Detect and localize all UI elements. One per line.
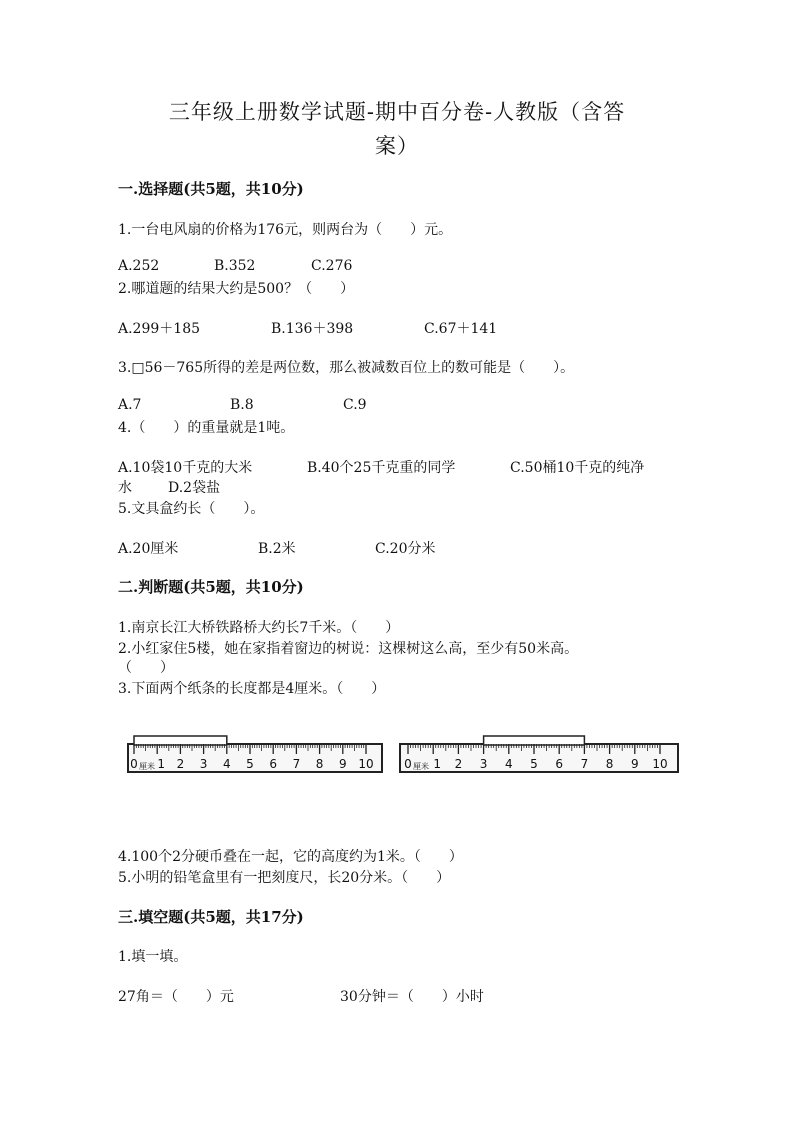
ruler-number-8: 8 <box>605 757 614 771</box>
choice-2-option-b: B.136＋398 <box>271 321 354 337</box>
choice-question-3: 3.□56－765所得的差是两位数，那么被减数百位上的数可能是（ ）。 <box>118 360 575 376</box>
ruler-number-0: 0 <box>130 757 138 771</box>
ruler-number-10: 10 <box>358 757 374 771</box>
choice-question-5: 5.文具盒约长（ ）。 <box>118 501 265 517</box>
ruler-number-7: 7 <box>580 757 589 771</box>
ruler-number-9: 9 <box>630 757 639 771</box>
judge-question-2: 2.小红家住5楼，她在家指着窗边的树说：这棵树这么高，至少有50米高。 <box>118 641 579 657</box>
ruler-number-3: 3 <box>479 757 488 771</box>
ruler-number-3: 3 <box>199 757 208 771</box>
ruler-number-5: 5 <box>530 757 538 771</box>
page-title-line2: 案） <box>375 134 419 158</box>
choice-1-option-b: B.352 <box>214 258 256 274</box>
paper-strip <box>484 736 585 745</box>
choice-5-option-a: A.20厘米 <box>118 541 179 557</box>
choice-1-option-c: C.276 <box>311 258 353 274</box>
ruler-unit-label: 厘米 <box>413 762 429 771</box>
fill-item-2: 30分钟＝（ ）小时 <box>340 989 484 1005</box>
ruler-number-10: 10 <box>652 757 668 771</box>
choice-4-option-d: D.2袋盐 <box>168 480 221 496</box>
fill-question-1: 1.填一填。 <box>118 949 188 965</box>
choice-question-4: 4.（ ）的重量就是1吨。 <box>118 420 295 436</box>
choice-3-option-b: B.8 <box>230 397 254 413</box>
choice-1-option-a: A.252 <box>118 258 160 274</box>
ruler-unit-label: 厘米 <box>139 762 155 771</box>
section-choice-heading: 一.选择题(共5题，共10分) <box>118 180 304 198</box>
choice-5-option-b: B.2米 <box>258 541 296 557</box>
ruler-number-5: 5 <box>246 757 254 771</box>
choice-2-option-a: A.299＋185 <box>118 321 201 337</box>
section-judge-heading: 二.判断题(共5题，共10分) <box>118 578 304 596</box>
fill-item-1: 27角＝（ ）元 <box>118 989 234 1005</box>
ruler-figure <box>126 734 682 782</box>
ruler-number-7: 7 <box>292 757 301 771</box>
choice-question-2: 2.哪道题的结果大约是500？（ ） <box>118 281 355 297</box>
ruler-number-4: 4 <box>504 757 513 771</box>
ruler-number-2: 2 <box>176 757 185 771</box>
choice-4-option-a: A.10袋10千克的大米 <box>118 460 253 476</box>
ruler-number-8: 8 <box>315 757 324 771</box>
choice-4-option-b: B.40个25千克重的同学 <box>307 460 456 476</box>
ruler-number-6: 6 <box>269 757 278 771</box>
choice-3-option-a: A.7 <box>118 397 142 413</box>
choice-4-option-c: C.50桶10千克的纯净 <box>510 460 645 476</box>
ruler-number-9: 9 <box>338 757 347 771</box>
judge-question-2-bracket: （ ） <box>118 660 174 676</box>
section-fill-heading: 三.填空题(共5题，共17分) <box>118 908 304 926</box>
ruler-number-1: 1 <box>433 757 442 771</box>
choice-3-option-c: C.9 <box>343 397 367 413</box>
choice-question-1: 1.一台电风扇的价格为176元，则两台为（ ）元。 <box>118 222 453 238</box>
ruler-2 <box>400 736 678 772</box>
ruler-1 <box>128 736 382 772</box>
ruler-number-4: 4 <box>222 757 231 771</box>
page-title-line1: 三年级上册数学试题-期中百分卷-人教版（含答 <box>168 100 626 124</box>
choice-4-option-c-continued: 水 <box>118 480 132 496</box>
judge-question-4: 4.100个2分硬币叠在一起，它的高度约为1米。（ ） <box>118 849 463 865</box>
ruler-number-1: 1 <box>157 757 166 771</box>
judge-question-1: 1.南京长江大桥铁路桥大约长7千米。（ ） <box>118 620 400 636</box>
judge-question-3: 3.下面两个纸条的长度都是4厘米。（ ） <box>118 681 386 697</box>
choice-2-option-c: C.67＋141 <box>424 321 498 337</box>
choice-5-option-c: C.20分米 <box>375 541 436 557</box>
judge-question-5: 5.小明的铅笔盒里有一把刻度尺，长20分米。（ ） <box>118 870 451 886</box>
ruler-number-0: 0 <box>404 757 412 771</box>
paper-strip <box>134 736 227 745</box>
ruler-number-2: 2 <box>454 757 463 771</box>
ruler-number-6: 6 <box>555 757 564 771</box>
